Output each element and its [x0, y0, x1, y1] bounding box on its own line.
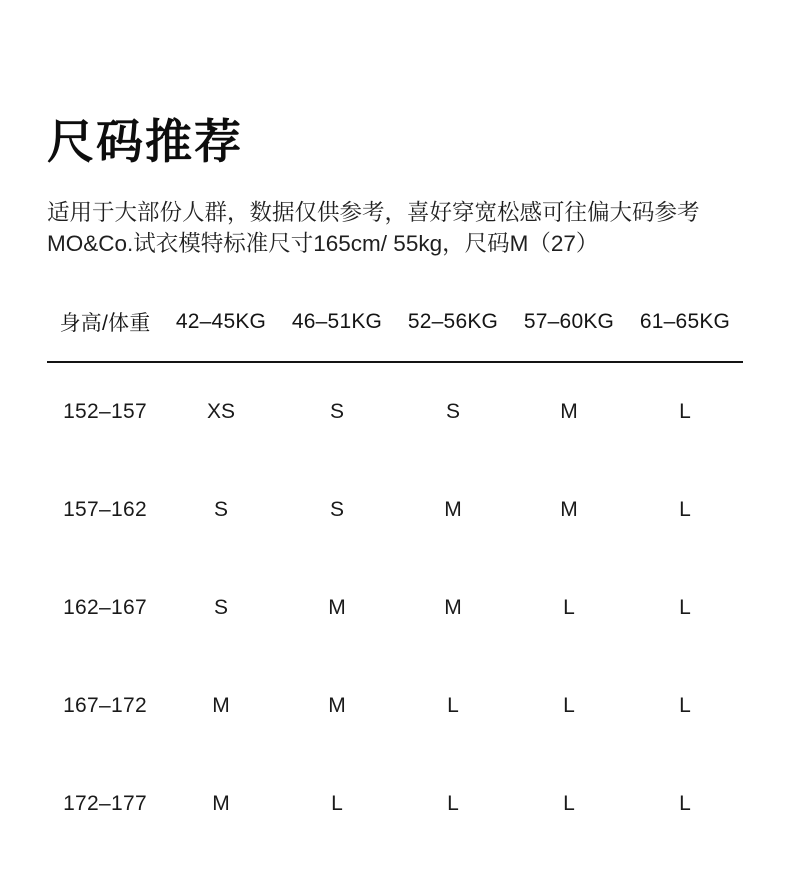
size-cell: L: [563, 596, 575, 619]
size-cell: M: [328, 694, 346, 717]
size-cell: M: [444, 596, 462, 619]
size-cell: M: [560, 498, 578, 521]
size-cell: M: [212, 792, 230, 815]
size-cell: L: [447, 792, 459, 815]
height-range-cell: 152–157: [63, 400, 147, 423]
column-header-46-51kg: 46–51KG: [291, 310, 383, 333]
size-cell: M: [560, 400, 578, 423]
size-note: [47, 197, 743, 259]
size-cell: M: [444, 498, 462, 521]
table-row: [47, 755, 743, 853]
size-cell: S: [213, 596, 228, 619]
size-cell: XS: [206, 400, 235, 423]
size-note-line1: 适用于大部份人群，数据仅供参考，喜好穿宽松感可往偏大码参考: [47, 200, 700, 225]
size-cell: S: [329, 400, 344, 423]
size-cell: L: [447, 694, 459, 717]
size-cell: L: [679, 400, 691, 423]
size-cell: L: [679, 498, 691, 521]
height-range-cell: 162–167: [63, 596, 147, 619]
size-note-line2: MO&Co.试衣模特标准尺寸165cm/ 55kg，尺码M（27）: [47, 231, 599, 256]
size-cell: L: [679, 596, 691, 619]
table-header-row: [47, 305, 743, 361]
table-row: [47, 657, 743, 755]
column-header-height-weight: 身高/体重: [59, 312, 151, 335]
size-cell: S: [213, 498, 228, 521]
height-range-cell: 167–172: [63, 694, 147, 717]
height-range-cell: 172–177: [63, 792, 147, 815]
table-row: [47, 363, 743, 461]
height-range-cell: 157–162: [63, 498, 147, 521]
size-cell: L: [679, 792, 691, 815]
table-row: [47, 461, 743, 559]
size-cell: M: [328, 596, 346, 619]
size-cell: S: [445, 400, 460, 423]
size-cell: M: [212, 694, 230, 717]
column-header-57-60kg: 57–60KG: [523, 310, 615, 333]
size-cell: L: [563, 694, 575, 717]
column-header-52-56kg: 52–56KG: [407, 310, 499, 333]
size-cell: L: [331, 792, 343, 815]
column-header-61-65kg: 61–65KG: [639, 310, 731, 333]
column-header-42-45kg: 42–45KG: [175, 310, 267, 333]
size-cell: S: [329, 498, 344, 521]
table-row: [47, 559, 743, 657]
size-cell: L: [679, 694, 691, 717]
size-cell: L: [563, 792, 575, 815]
size-table: [47, 305, 743, 853]
page-title: 尺码推荐: [47, 115, 243, 168]
